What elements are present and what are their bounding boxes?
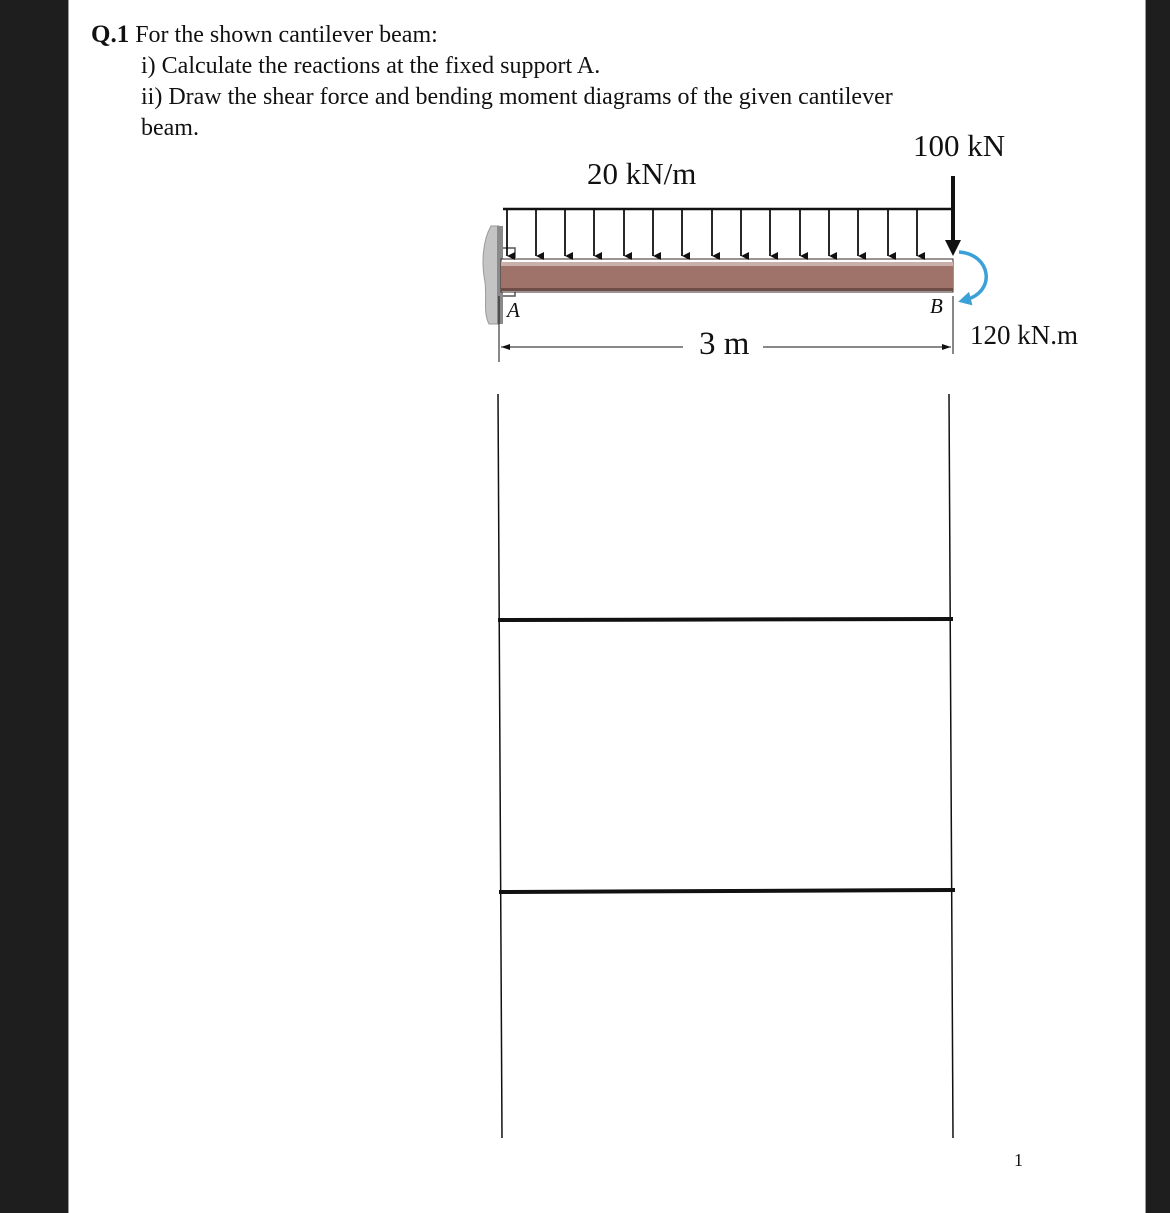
shear-diagram-baseline: [498, 619, 953, 620]
question-part-ii: ii) Draw the shear force and bending moment diagrams of the given cantilever: [141, 84, 893, 110]
point-load-arrow: [945, 176, 961, 256]
document-page: [68, 0, 1146, 1213]
page-number: 1: [1014, 1150, 1023, 1170]
question-part-i: i) Calculate the reactions at the fixed support A.: [141, 53, 601, 79]
support-a-label: A: [507, 298, 520, 322]
distributed-load: [503, 209, 953, 256]
distributed-load-label: 20 kN/m: [587, 156, 697, 191]
question-intro: For the shown cantilever beam:: [135, 22, 438, 48]
moment-label: 120 kN.m: [970, 320, 1078, 350]
moment-diagram-baseline: [499, 890, 955, 892]
frame-right-edge: [949, 394, 953, 1138]
question-part-ii-continued: beam.: [141, 115, 199, 141]
end-b-label: B: [930, 294, 943, 318]
point-load-label: 100 kN: [913, 128, 1006, 163]
span-label: 3 m: [699, 326, 750, 362]
diagram-answer-frames: [498, 394, 955, 1138]
frame-left-edge: [498, 394, 502, 1138]
question-number: Q.1: [91, 21, 130, 48]
cantilever-beam: [501, 259, 953, 292]
moment-arrow: [959, 252, 986, 300]
